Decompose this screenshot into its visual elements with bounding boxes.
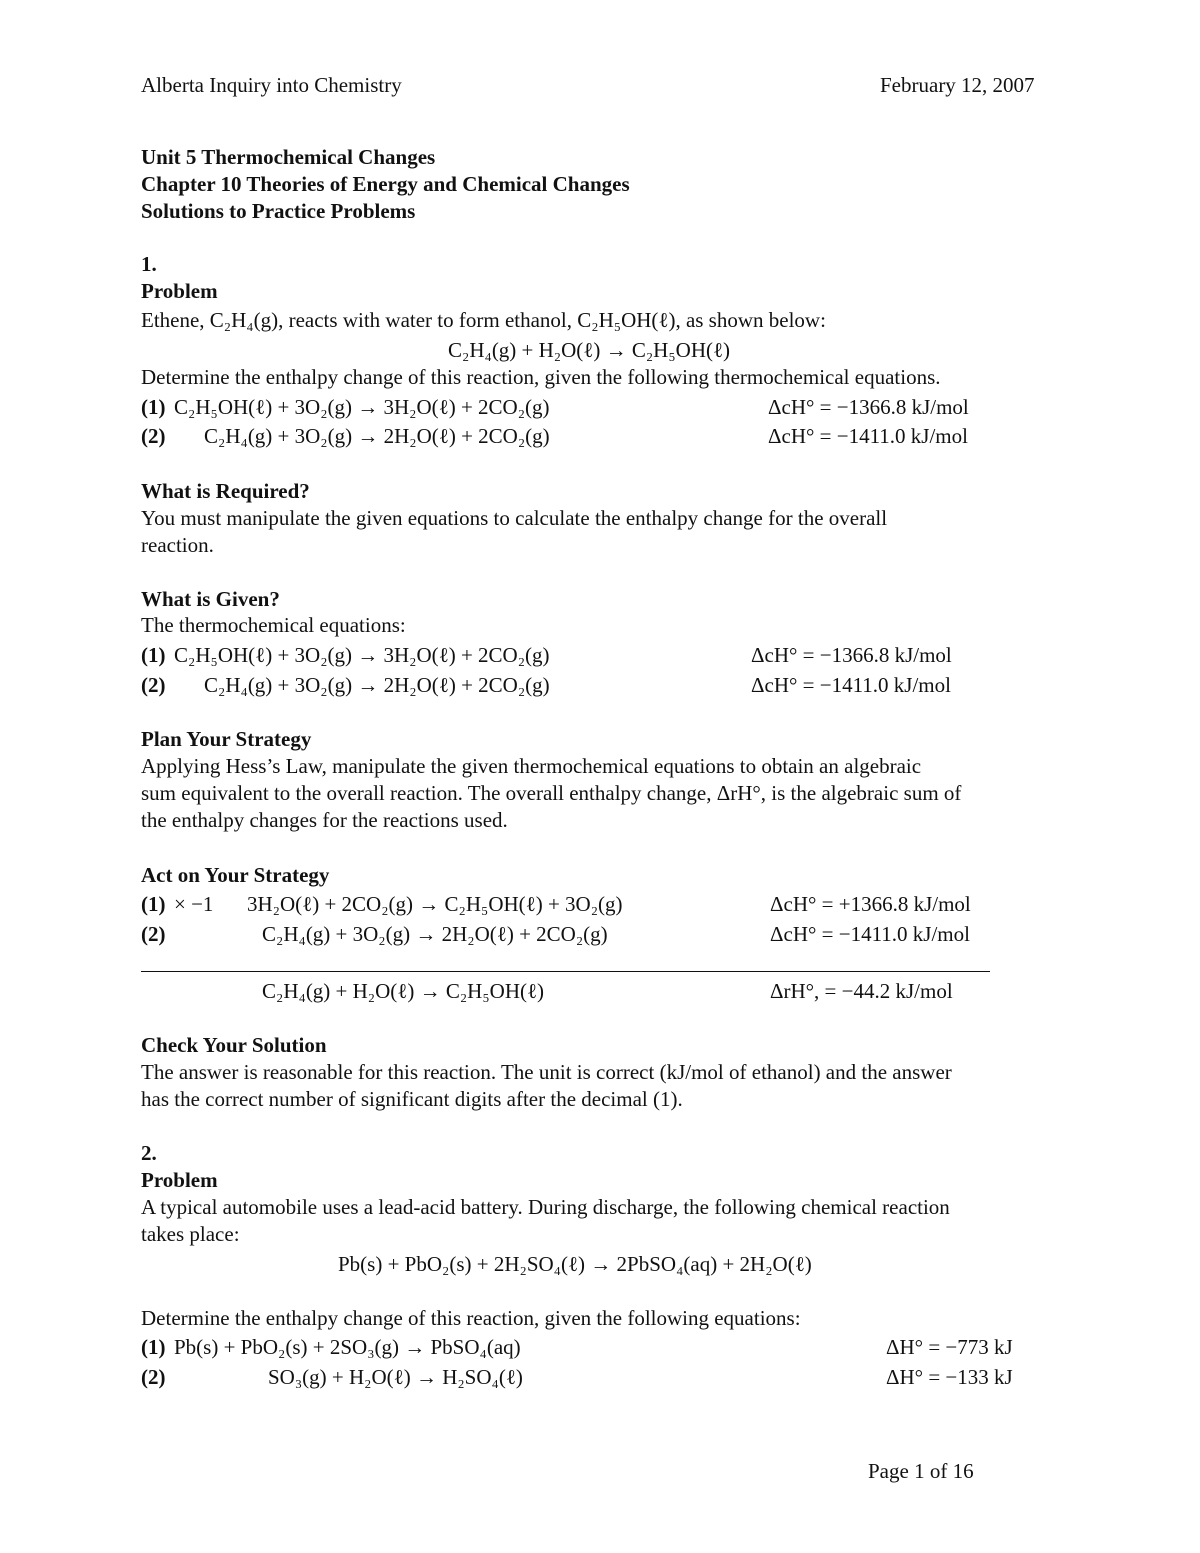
plan-text: sum equivalent to the overall reaction. The overall enthalpy change, ΔrH°, is the algebraic sum of: [141, 781, 962, 805]
given-heading: What is Given?: [141, 587, 280, 611]
page-number: Page 1 of 16: [868, 1459, 974, 1483]
enthalpy-value: ΔcH° = −1366.8 kJ/mol: [751, 643, 952, 667]
equation-number: (2): [141, 424, 166, 448]
problem-statement: Ethene, C₂H₄(g), reacts with water to form ethanol, C₂H₅OH(ℓ), as shown below:: [141, 308, 826, 332]
given-text: The thermochemical equations:: [141, 613, 406, 637]
equation-2: C₂H₄(g) + 3O₂(g) → 2H₂O(ℓ) + 2CO₂(g): [204, 424, 550, 448]
problem-statement: takes place:: [141, 1222, 240, 1246]
header-course-title: Alberta Inquiry into Chemistry: [141, 73, 402, 97]
equation-1-reversed: 3H₂O(ℓ) + 2CO₂(g) → C₂H₅OH(ℓ) + 3O₂(g): [247, 892, 623, 916]
problem-heading: Problem: [141, 1168, 218, 1192]
equation-multiplier: × −1: [174, 892, 214, 916]
determine-text: Determine the enthalpy change of this reaction, given the following thermochemical equations.: [141, 365, 941, 389]
sum-divider: [141, 971, 990, 972]
equation-2: C₂H₄(g) + 3O₂(g) → 2H₂O(ℓ) + 2CO₂(g): [204, 673, 550, 697]
required-text: You must manipulate the given equations to calculate the enthalpy change for the overall: [141, 506, 888, 530]
equation-2: C₂H₄(g) + 3O₂(g) → 2H₂O(ℓ) + 2CO₂(g): [262, 922, 608, 946]
check-heading: Check Your Solution: [141, 1033, 327, 1057]
equation-number: (1): [141, 395, 166, 419]
target-equation: C₂H₄(g) + H₂O(ℓ) → C₂H₅OH(ℓ): [448, 338, 731, 362]
equation-number: (1): [141, 1335, 166, 1359]
problem-statement: A typical automobile uses a lead-acid battery. During discharge, the following chemical reaction: [141, 1195, 950, 1219]
required-heading: What is Required?: [141, 479, 310, 503]
enthalpy-value: ΔcH° = −1411.0 kJ/mol: [770, 922, 970, 946]
equation-number: (1): [141, 892, 166, 916]
equation-1: C₂H₅OH(ℓ) + 3O₂(g) → 3H₂O(ℓ) + 2CO₂(g): [174, 643, 550, 667]
unit-title: Unit 5 Thermochemical Changes: [141, 145, 436, 169]
enthalpy-value: ΔH° = −773 kJ: [886, 1335, 1013, 1359]
overall-enthalpy: ΔrH°, = −44.2 kJ/mol: [770, 979, 953, 1003]
determine-text: Determine the enthalpy change of this reaction, given the following equations:: [141, 1306, 801, 1330]
enthalpy-value: ΔcH° = −1366.8 kJ/mol: [768, 395, 969, 419]
required-text: reaction.: [141, 533, 214, 557]
enthalpy-value: ΔcH° = −1411.0 kJ/mol: [751, 673, 951, 697]
equation-number: (2): [141, 1365, 166, 1389]
section-title: Solutions to Practice Problems: [141, 199, 416, 223]
chapter-title: Chapter 10 Theories of Energy and Chemical Changes: [141, 172, 630, 196]
equation-number: (1): [141, 643, 166, 667]
header-date: February 12, 2007: [880, 73, 1035, 97]
problem-number: 2.: [141, 1141, 157, 1165]
enthalpy-value: ΔcH° = −1411.0 kJ/mol: [768, 424, 968, 448]
equation-number: (2): [141, 673, 166, 697]
plan-text: Applying Hess’s Law, manipulate the given thermochemical equations to obtain an algebraic: [141, 754, 922, 778]
check-text: The answer is reasonable for this reaction. The unit is correct (kJ/mol of ethanol) and the answer: [141, 1060, 952, 1084]
check-text: has the correct number of significant digits after the decimal (1).: [141, 1087, 683, 1111]
equation-1: C₂H₅OH(ℓ) + 3O₂(g) → 3H₂O(ℓ) + 2CO₂(g): [174, 395, 550, 419]
plan-text: the enthalpy changes for the reactions used.: [141, 808, 508, 832]
enthalpy-value: ΔcH° = +1366.8 kJ/mol: [770, 892, 971, 916]
equation-1: Pb(s) + PbO₂(s) + 2SO₃(g) → PbSO₄(aq): [174, 1335, 521, 1359]
target-equation: Pb(s) + PbO₂(s) + 2H₂SO₄(ℓ) → 2PbSO₄(aq) + 2H₂O(ℓ): [338, 1252, 812, 1276]
enthalpy-value: ΔH° = −133 kJ: [886, 1365, 1013, 1389]
overall-equation: C₂H₄(g) + H₂O(ℓ) → C₂H₅OH(ℓ): [262, 979, 545, 1003]
plan-heading: Plan Your Strategy: [141, 727, 312, 751]
problem-heading: Problem: [141, 279, 218, 303]
act-heading: Act on Your Strategy: [141, 863, 330, 887]
problem-number: 1.: [141, 252, 157, 276]
equation-2: SO₃(g) + H₂O(ℓ) → H₂SO₄(ℓ): [268, 1365, 523, 1389]
equation-number: (2): [141, 922, 166, 946]
